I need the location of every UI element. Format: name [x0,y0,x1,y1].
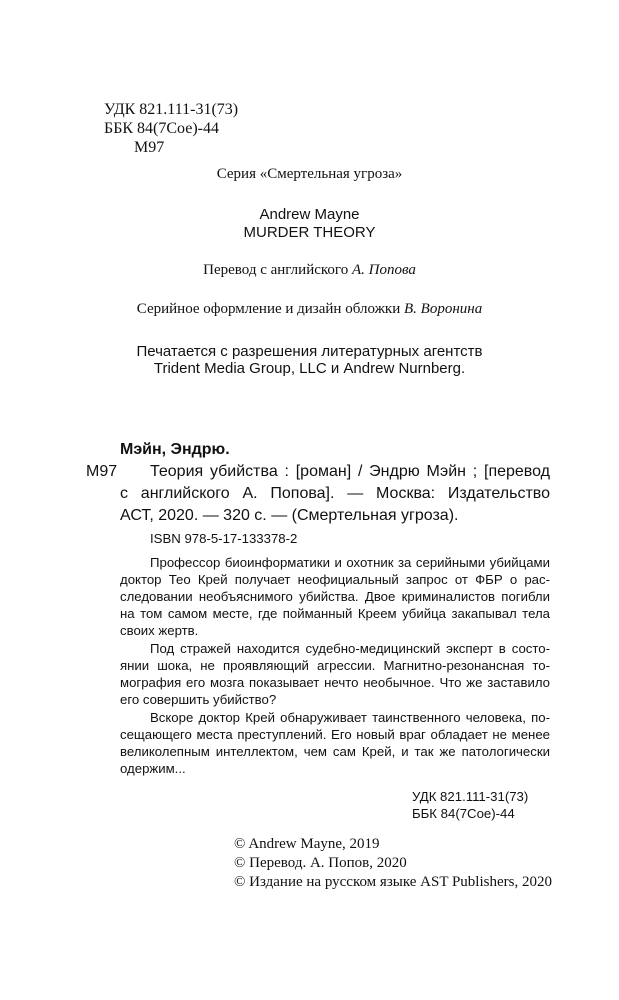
annotation-p1-l5: своих жертв. [120,623,199,638]
annotation-p2-l2: янии шока, не проявляющий агрессии. Магнитно-резонансная то- [120,658,550,673]
annotation-p2-l1: Под стражей находится судебно-медицинский эксперт в состо- [150,641,550,656]
annotation-p2-l3: мография его мозга показывает нечто необычное. Что же заставило [120,675,550,690]
translation-prefix: Перевод с английского [203,262,352,278]
isbn: ISBN 978-5-17-133378-2 [150,531,298,546]
catalog-heading: Мэйн, Эндрю. [120,441,230,458]
annotation-p3-l2: сещающего места преступлений. Его новый враг обладает не менее [120,727,550,742]
original-title: MURDER THEORY [243,224,376,241]
annotation-p1-l1: Профессор биоинформатики и охотник за серийными убийцами [150,555,550,570]
annotation-p1-l3: следовании необъяснимого убийства. Двое криминалистов погибли [120,589,550,604]
catalog-desc-line-3: АСТ, 2020. — 320 с. — (Смертельная угроза). [120,507,459,524]
designer-name: В. Воронина [404,301,483,317]
bbk-top: ББК 84(7Сое)-44 [104,120,219,137]
annotation-p3-l3: великолепным интеллектом, чем сам Крей, и так же патологически [120,744,550,759]
catalog-desc-line-2: с английского А. Попова]. — Москва: Издательство [120,485,550,502]
series-line: Серия «Смертельная угроза» [216,166,403,182]
udk-top: УДК 821.111-31(73) [104,101,239,118]
translation-credit [0,262,619,279]
catalog-sign: М97 [86,463,118,480]
copyright-line-2: © Перевод. А. Попов, 2020 [234,855,407,871]
annotation-p2-l4: его совершить убийство? [120,692,277,707]
udk-bottom: УДК 821.111-31(73) [412,789,529,804]
translator-name: А. Попова [351,262,416,278]
annotation-p3-l4: одержим... [120,761,186,776]
rights-line-1: Печатается с разрешения литературных агентств [136,343,483,360]
design-prefix: Серийное оформление и дизайн обложки [136,301,404,317]
catalog-desc-line-1: Теория убийства : [роман] / Эндрю Мэйн ; [перевод [150,463,550,480]
bbk-bottom: ББК 84(7Сое)-44 [412,806,515,821]
annotation-p1-l4: на том самом месте, где пойманный Креем убийца закапывал тела [120,606,550,621]
copyright-line-3: © Издание на русском языке AST Publishers, 2020 [234,874,552,890]
author-sign-top: М97 [134,139,165,156]
original-author: Andrew Mayne [259,206,360,223]
rights-line-2: Trident Media Group, LLC и Andrew Nurnberg. [153,360,466,377]
annotation-p3-l1: Вскоре доктор Крей обнаруживает таинственного человека, по- [150,710,550,725]
design-credit [0,301,619,318]
copyright-line-1: © Andrew Mayne, 2019 [234,836,380,852]
annotation-p1-l2: доктор Тео Крей получает неофициальный запрос от ФБР о рас- [120,572,550,587]
